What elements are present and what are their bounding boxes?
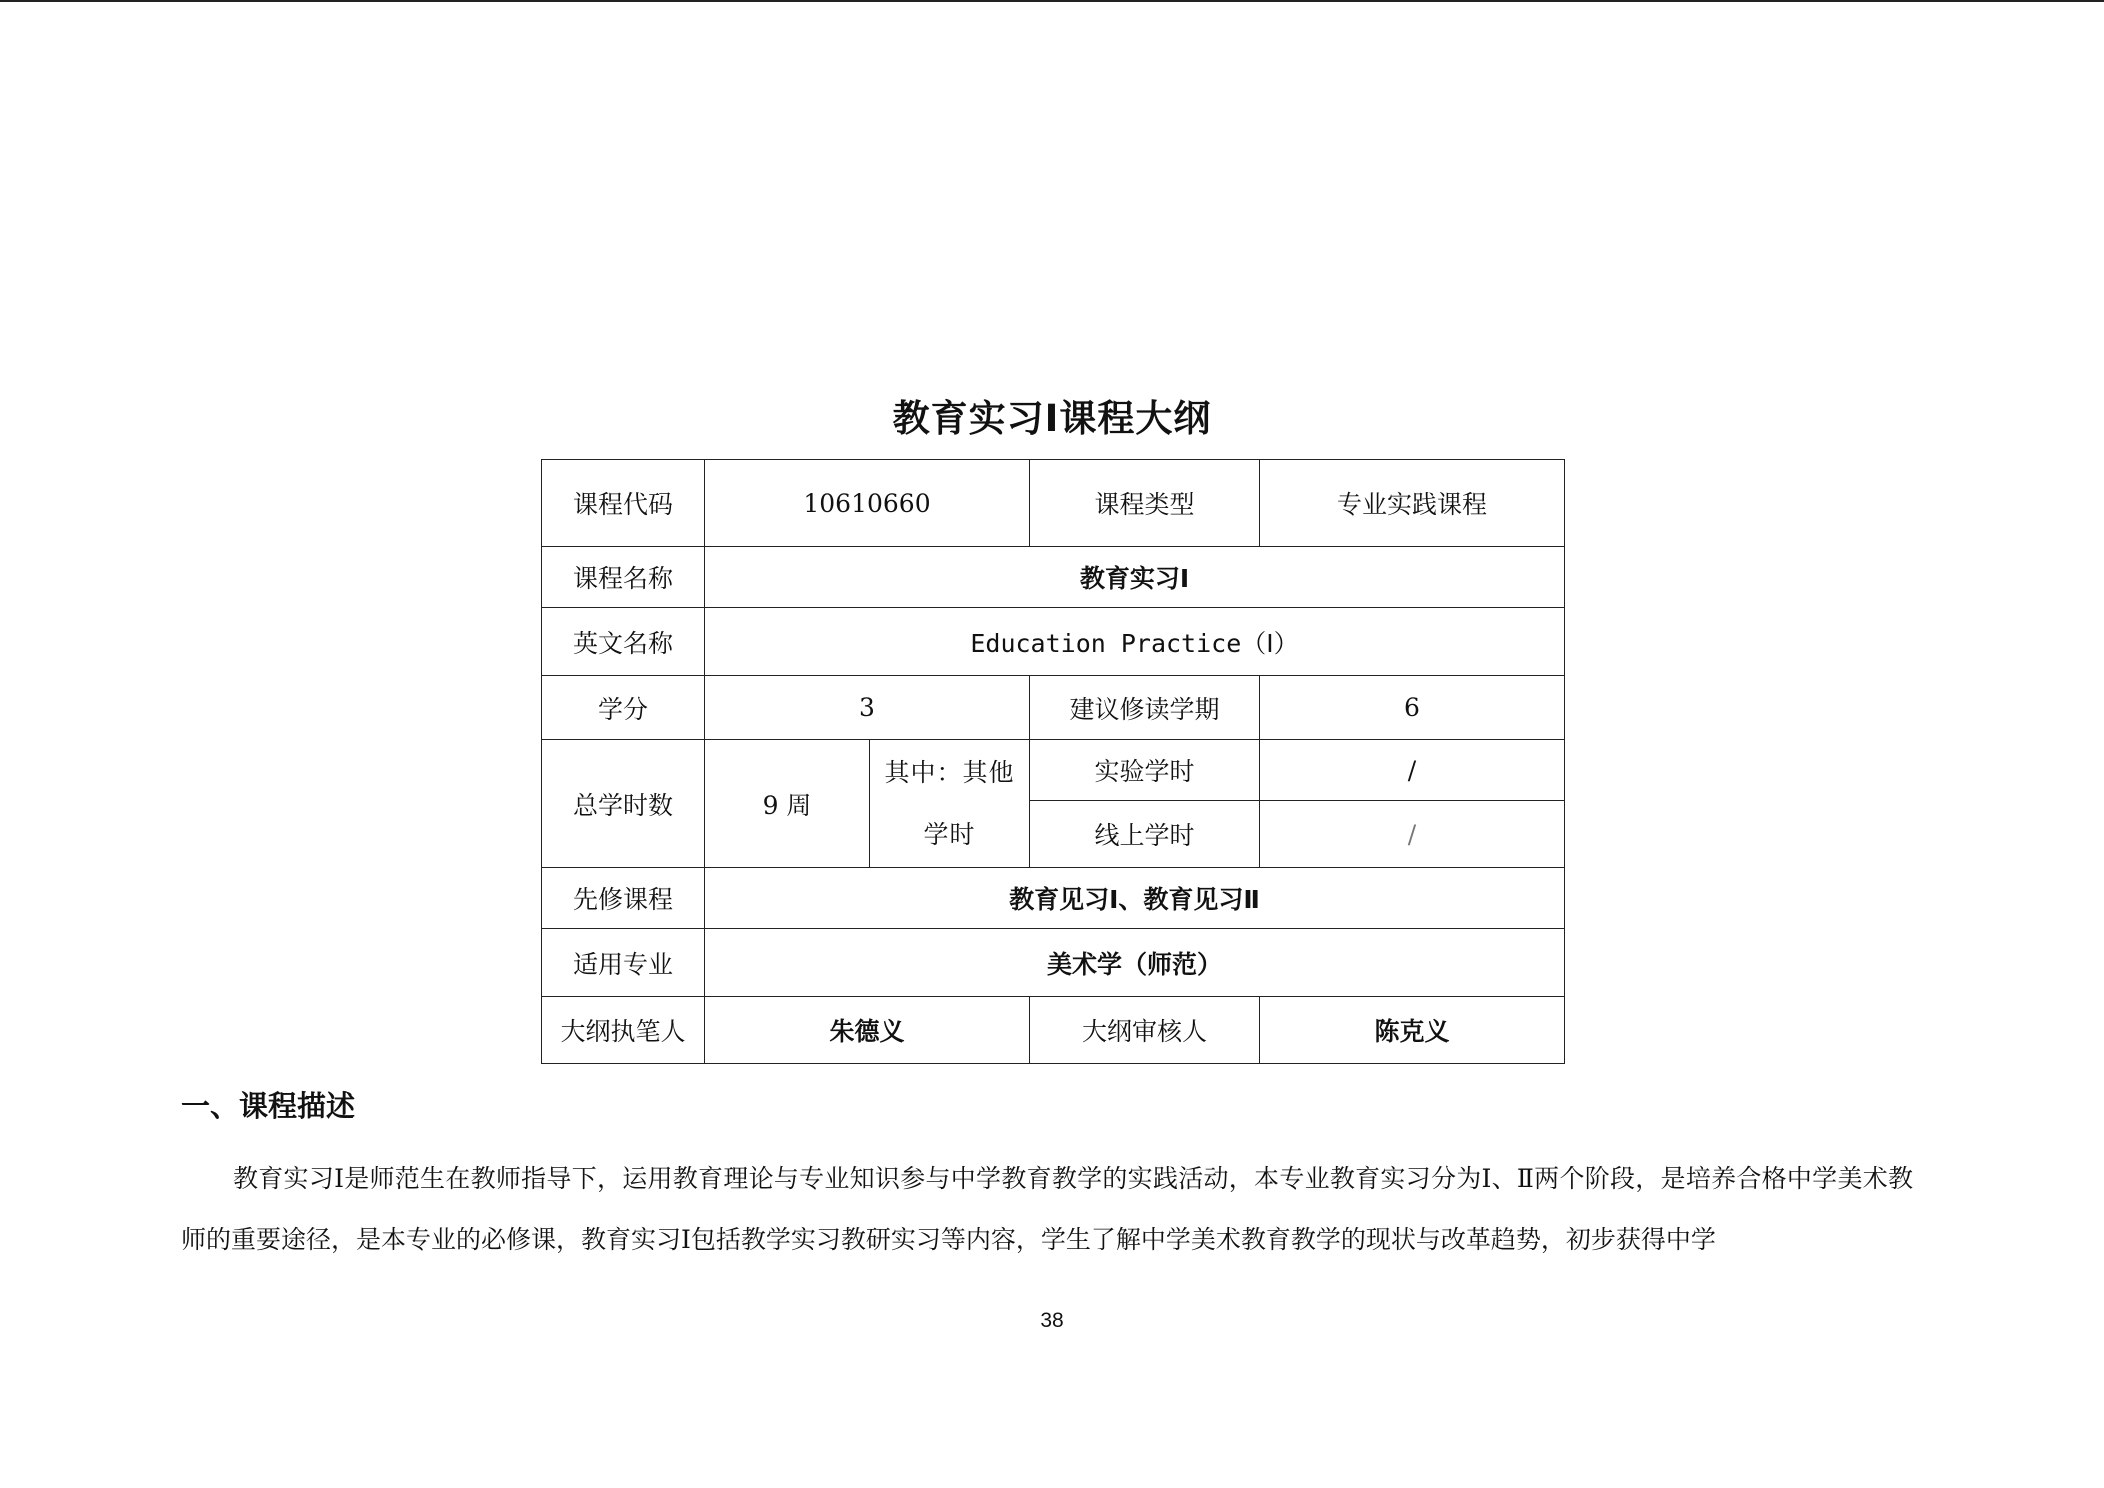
course-type-value: 专业实践课程 bbox=[1260, 460, 1565, 547]
table-row bbox=[542, 547, 1565, 608]
course-code-value: 10610660 bbox=[705, 460, 1030, 547]
table-row bbox=[542, 929, 1565, 997]
page-number: 38 bbox=[1040, 1309, 1064, 1332]
lab-hours-value: / bbox=[1260, 740, 1565, 801]
english-name-label: 英文名称 bbox=[542, 608, 705, 676]
course-description-paragraph: 教育实习Ⅰ是师范生在教师指导下，运用教育理论与专业知识参与中学教育教学的实践活动，本专业教育实习分为Ⅰ、Ⅱ两个阶段，是培养合格中学美术教师的重要途径，是本专业的必修课，教育实习Ⅰ包括教学实习教研实习等内容，学生了解中学美术教育教学的现状与改革趋势，初步获得中学 bbox=[181, 1164, 1913, 1254]
major-label: 适用专业 bbox=[542, 929, 705, 997]
other-hours-label-line1: 其中：其他 bbox=[884, 757, 1015, 787]
lab-hours-label: 实验学时 bbox=[1030, 740, 1260, 801]
credits-label: 学分 bbox=[542, 676, 705, 740]
author-value: 朱德义 bbox=[705, 997, 1030, 1064]
english-name-value: Education Practice（Ⅰ） bbox=[705, 608, 1565, 676]
top-border-line bbox=[0, 0, 2104, 2]
semester-label: 建议修读学期 bbox=[1030, 676, 1260, 740]
table-row bbox=[542, 460, 1565, 547]
online-hours-value: / bbox=[1260, 801, 1565, 868]
credits-value: 3 bbox=[705, 676, 1030, 740]
section-heading: 一、课程描述 bbox=[181, 1089, 356, 1123]
course-name-value: 教育实习Ⅰ bbox=[705, 547, 1565, 608]
total-hours-value: 9 周 bbox=[705, 740, 870, 868]
total-hours-label: 总学时数 bbox=[542, 740, 705, 868]
course-info-table bbox=[541, 459, 1565, 1064]
online-hours-label: 线上学时 bbox=[1030, 801, 1260, 868]
other-hours-label bbox=[870, 740, 1030, 868]
other-hours-label-line2: 学时 bbox=[923, 819, 976, 849]
table-row bbox=[542, 740, 1565, 801]
author-label: 大纲执笔人 bbox=[542, 997, 705, 1064]
prerequisites-label: 先修课程 bbox=[542, 868, 705, 929]
reviewer-label: 大纲审核人 bbox=[1030, 997, 1260, 1064]
table-row bbox=[542, 608, 1565, 676]
reviewer-value: 陈克义 bbox=[1260, 997, 1565, 1064]
major-value: 美术学（师范） bbox=[705, 929, 1565, 997]
table-row bbox=[542, 997, 1565, 1064]
prerequisites-value: 教育见习Ⅰ、教育见习Ⅱ bbox=[705, 868, 1565, 929]
table-row bbox=[542, 676, 1565, 740]
course-code-label: 课程代码 bbox=[542, 460, 705, 547]
table-row bbox=[542, 868, 1565, 929]
document-title: 教育实习Ⅰ课程大纲 bbox=[892, 397, 1212, 440]
semester-value: 6 bbox=[1260, 676, 1565, 740]
course-type-label: 课程类型 bbox=[1030, 460, 1260, 547]
course-name-label: 课程名称 bbox=[542, 547, 705, 608]
